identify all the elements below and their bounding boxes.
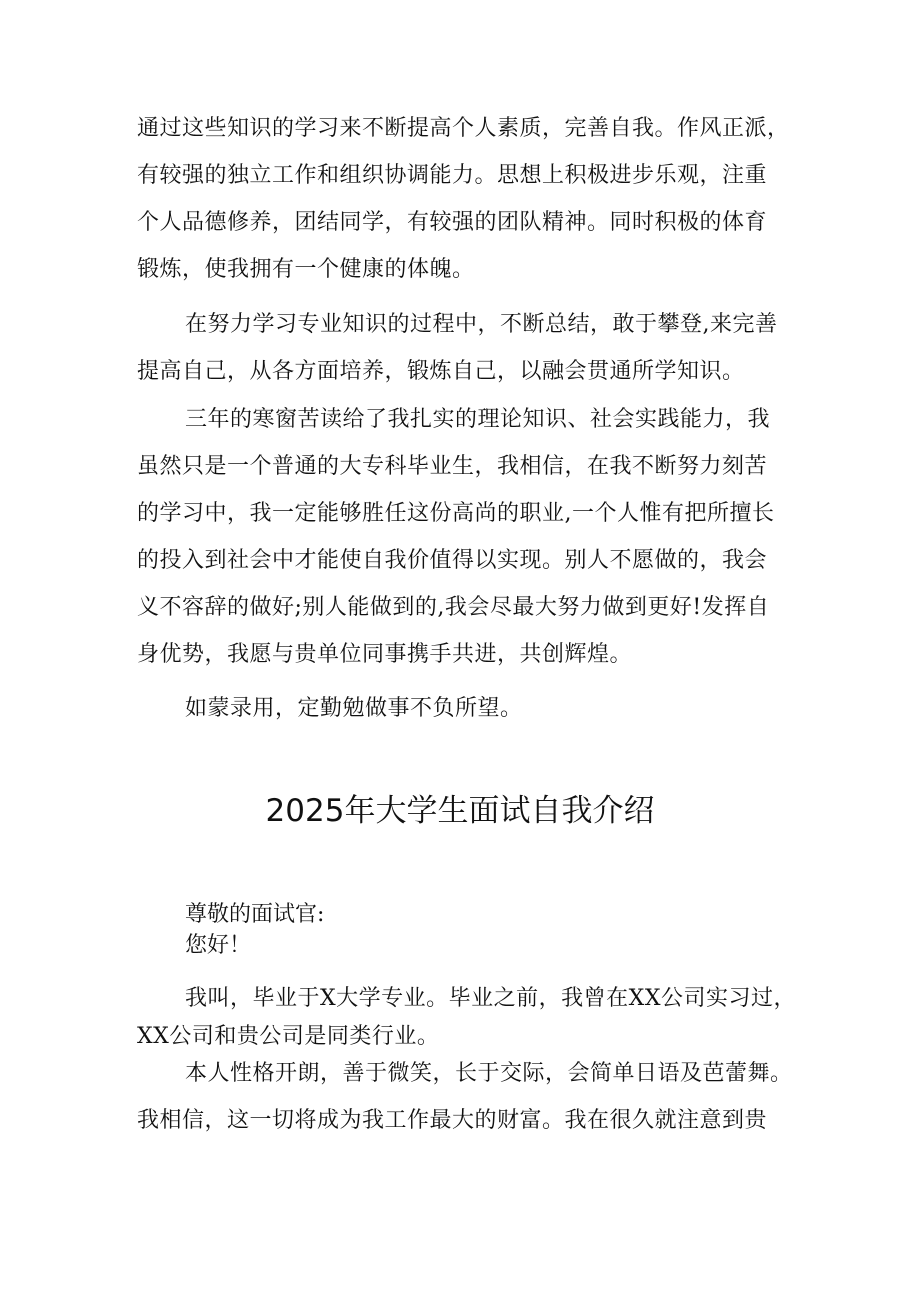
text-line: 虽然只是一个普通的大专科毕业生，我相信，在我不断努力刻苦: [137, 454, 768, 479]
paragraph-self-introduction: [137, 980, 797, 1056]
text-line: 通过这些知识的学习来不断提高个人素质，完善自我。作风正派，: [137, 116, 790, 141]
paragraph-personal-qualities: [137, 105, 797, 293]
salutation: 尊敬的面试官:: [185, 902, 325, 927]
paragraph-learning-process: [137, 301, 797, 395]
text-line: XX公司和贵公司是同类行业。: [137, 1024, 440, 1049]
text-line: 义不容辞的做好;别人能做到的,我会尽最大努力做到更好!发挥自: [137, 595, 770, 620]
text-line: 三年的寒窗苦读给了我扎实的理论知识、社会实践能力，我: [185, 407, 771, 432]
text-line: 个人品德修养，团结同学，有较强的团队精神。同时积极的体育: [137, 210, 768, 235]
greeting: 您好！: [185, 933, 252, 958]
text-line: 如蒙录用，定勤勉做事不负所望。: [185, 696, 523, 721]
text-line: 我叫，毕业于X大学专业。毕业之前，我曾在XX公司实习过，: [185, 986, 796, 1011]
text-line: 本人性格开朗，善于微笑，长于交际，会简单日语及芭蕾舞。: [185, 1061, 793, 1086]
text-line: 的投入到社会中才能使自我价值得以实现。别人不愿做的，我会: [137, 548, 768, 573]
text-line: 提高自己，从各方面培养，锻炼自己，以融会贯通所学知识。: [137, 359, 745, 384]
text-line: 在努力学习专业知识的过程中，不断总结，敢于攀登,来完善: [185, 312, 778, 337]
text-line: 的学习中，我一定能够胜任这份高尚的职业,一个人惟有把所擅长: [137, 501, 775, 526]
text-line: 锻炼，使我拥有一个健康的体魄。: [137, 257, 475, 282]
text-line: 有较强的独立工作和组织协调能力。思想上积极进步乐观，注重: [137, 163, 768, 188]
paragraph-closing: [137, 685, 797, 732]
text-line: 身优势，我愿与贵单位同事携手共进，共创辉煌。: [137, 642, 633, 667]
paragraph-three-years-study: [137, 396, 797, 678]
text-line: 我相信，这一切将成为我工作最大的财富。我在很久就注意到贵: [137, 1108, 768, 1133]
paragraph-personality: [137, 1050, 797, 1144]
document-title: 2025年大学生面试自我介绍: [265, 793, 655, 829]
